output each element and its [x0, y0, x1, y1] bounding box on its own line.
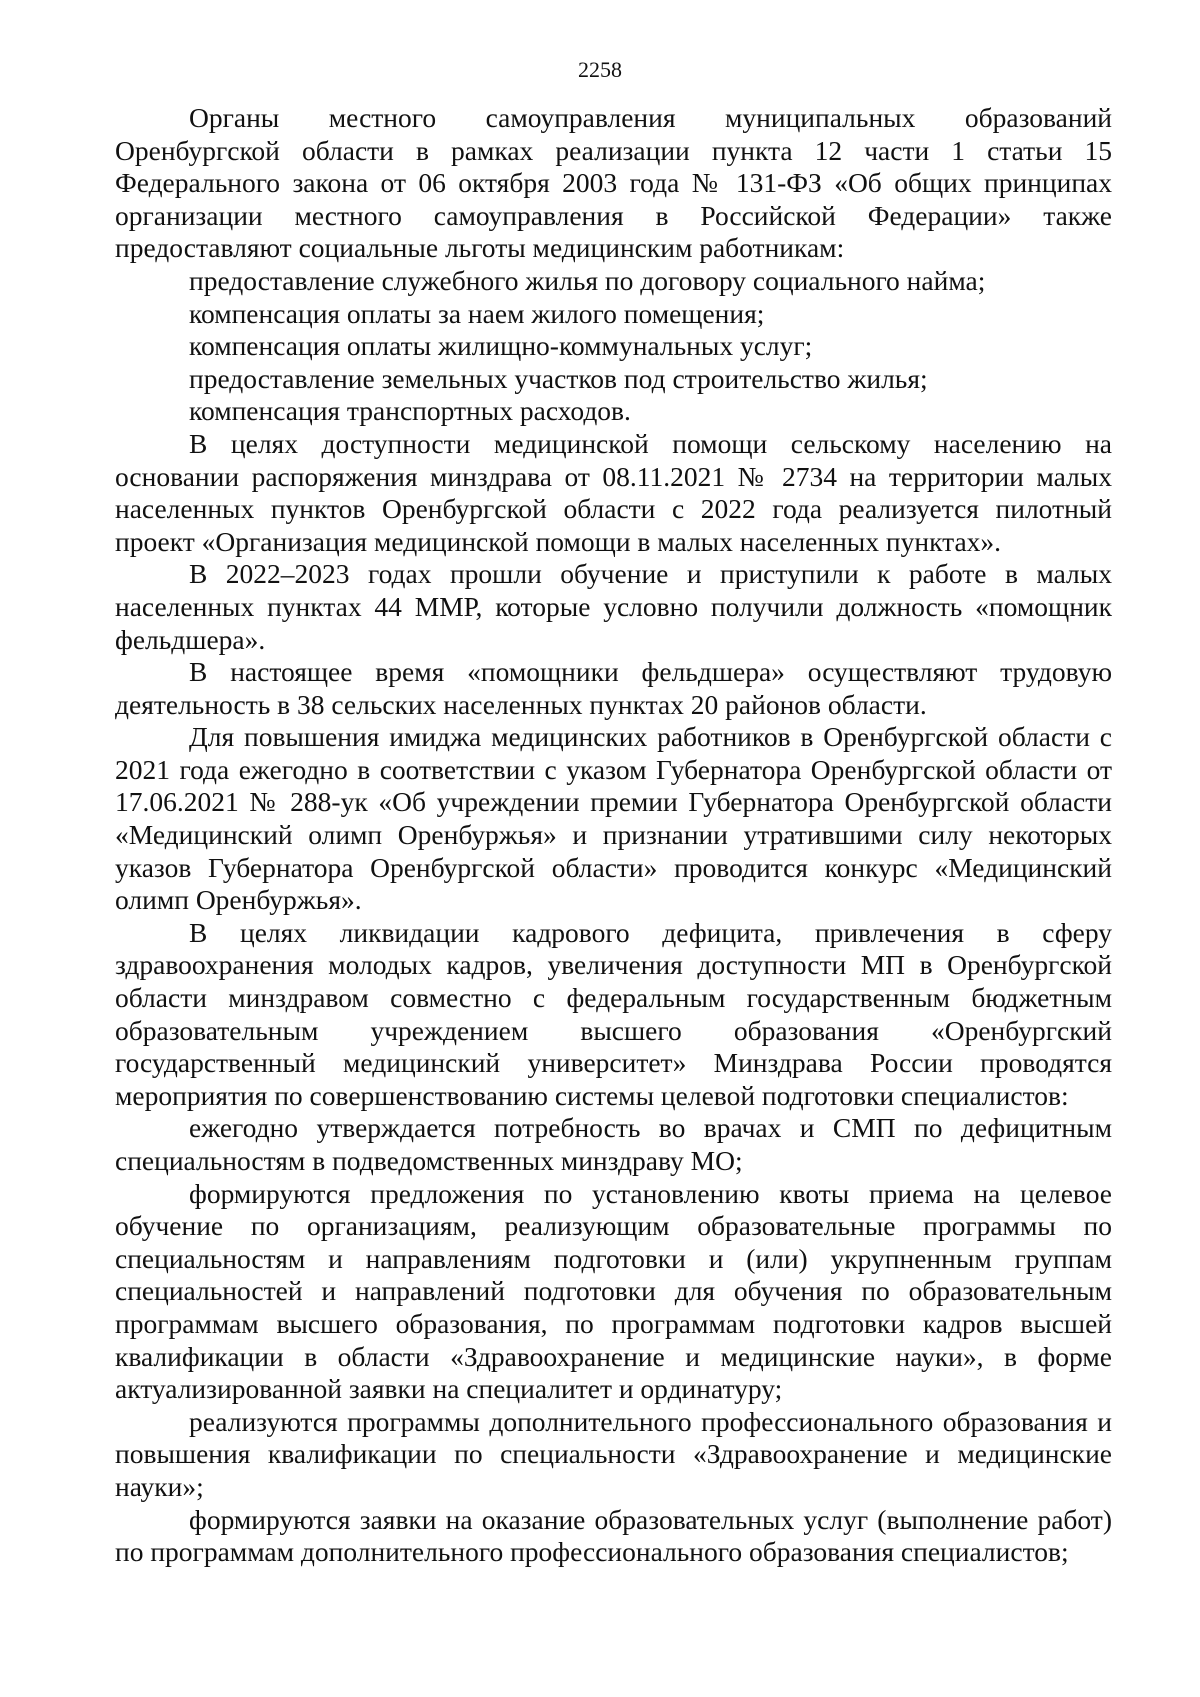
paragraph: В целях доступности медицинской помощи сельскому населению на основании распоряжения минздрава от 08.11.2021 № 2734 на территории малых населенных пунктов Оренбургской области с 2022 года реализуется пилотный проект «Организация медицинской помощи в малых населенных пунктах».: [115, 427, 1112, 557]
list-item: формируются предложения по установлению квоты приема на целевое обучение по организациям, реализующим образовательные программы по специальностям и направлениям подготовки и (или) укрупненным группам специальностей и направлений подготовки для обучения по образовательным программам высшего образования, по программам подготовки кадров высшей квалификации в области «Здравоохранение и медицинские науки», в форме актуализированной заявки на специалитет и ординатуру;: [115, 1177, 1112, 1405]
paragraph: Органы местного самоуправления муниципальных образований Оренбургской области в рамках реализации пункта 12 части 1 статьи 15 Федерального закона от 06 октября 2003 года № 131-ФЗ «Об общих принципах организации местного самоуправления в Российской Федерации» также предоставляют социальные льготы медицинским работникам:: [115, 102, 1112, 264]
list-item: предоставление земельных участков под строительство жилья;: [189, 362, 928, 394]
page-number: 2258: [578, 57, 622, 82]
list-item: предоставление служебного жилья по договору социального найма;: [189, 264, 986, 296]
list-item: компенсация транспортных расходов.: [189, 395, 631, 427]
paragraph: В 2022–2023 годах прошли обучение и приступили к работе в малых населенных пунктах 44 ММР, которые условно получили должность «помощник фельдшера».: [115, 558, 1112, 655]
list-item: формируются заявки на оказание образовательных услуг (выполнение работ) по программам дополнительного профессионального образования специалистов;: [115, 1503, 1112, 1568]
paragraph: Для повышения имиджа медицинских работников в Оренбургской области с 2021 года ежегодно в соответствии с указом Губернатора Оренбургской области от 17.06.2021 № 288-ук «Об учреждении премии Губернатора Оренбургской области «Медицинский олимп Оренбуржья» и признании утратившими силу некоторых указов Губернатора Оренбургской области» проводится конкурс «Медицинский олимп Оренбуржья».: [115, 721, 1112, 916]
list-item: реализуются программы дополнительного профессионального образования и повышения квалификации по специальности «Здравоохранение и медицинские науки»;: [115, 1405, 1112, 1502]
list-item: компенсация оплаты за наем жилого помещения;: [189, 297, 765, 329]
paragraph: В настоящее время «помощники фельдшера» осуществляют трудовую деятельность в 38 сельских населенных пунктах 20 районов области.: [115, 656, 1112, 720]
document-body: [115, 102, 1112, 1569]
list-item: ежегодно утверждается потребность во врачах и СМП по дефицитным специальностям в подведомственных минздраву МО;: [115, 1112, 1112, 1176]
list-item: компенсация оплаты жилищно-коммунальных услуг;: [189, 330, 813, 362]
paragraph: В целях ликвидации кадрового дефицита, привлечения в сферу здравоохранения молодых кадров, увеличения доступности МП в Оренбургской области минздравом совместно с федеральным государственным бюджетным образовательным учреждением высшего образования «Оренбургский государственный медицинский университет» Минздрава России проводятся мероприятия по совершенствованию системы целевой подготовки специалистов:: [115, 916, 1112, 1111]
